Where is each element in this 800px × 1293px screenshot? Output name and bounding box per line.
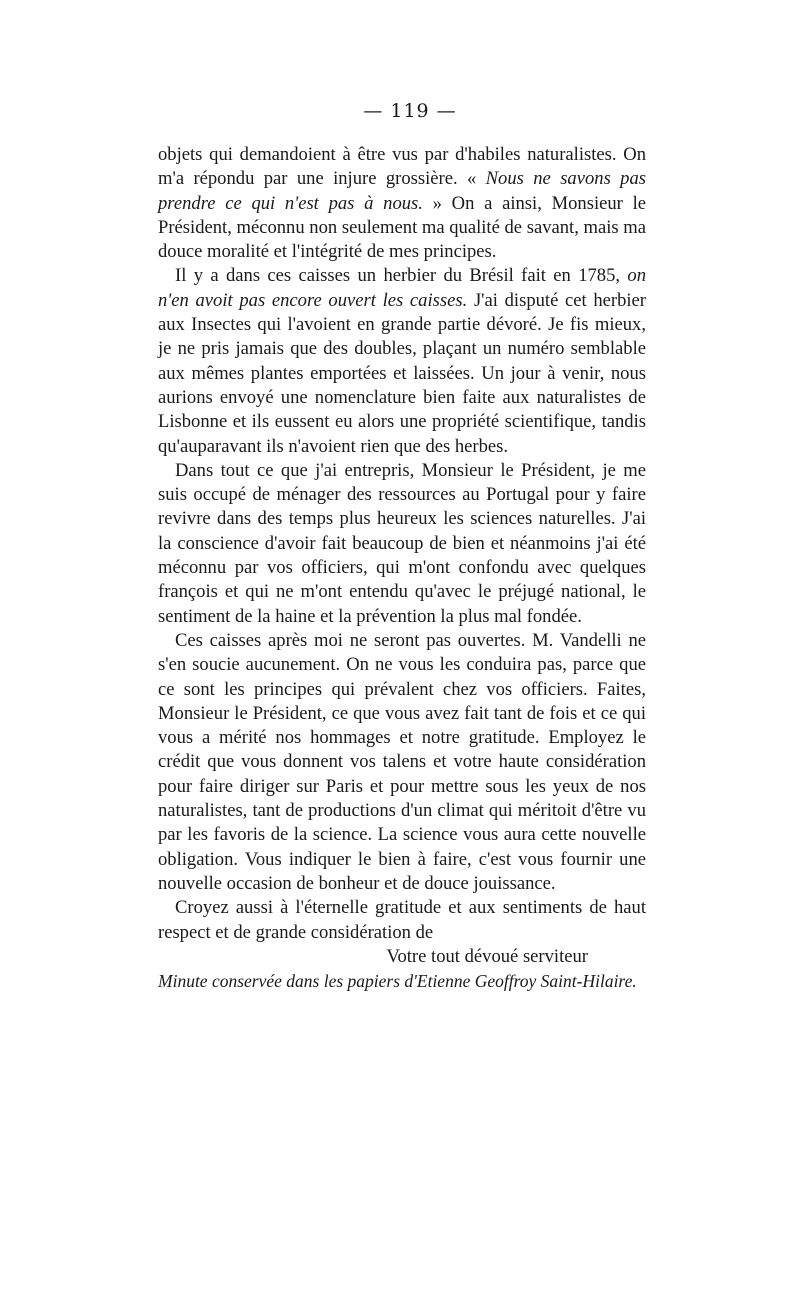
paragraph-2 (158, 264, 646, 458)
letter-body (158, 143, 646, 993)
paragraph-2-emphasis: on n'en avoit pas encore ouvert les caisses. (158, 265, 646, 311)
closing-signature: Votre tout dévoué serviteur (386, 945, 588, 967)
page-number: — 119 — (363, 100, 457, 122)
paragraph-1 (158, 143, 646, 264)
paragraph-1-text-c: » On a ainsi, Monsieur le Président, méconnu non seulement ma qualité de savant, mais ma douce moralité et l'intégrité de mes principes. (158, 192, 646, 263)
paragraph-3: Dans tout ce que j'ai entrepris, Monsieur le Président, je me suis occupé de ménager des ressources au Portugal pour y faire revivre dans des temps plus heureux les sciences naturelles. J'ai la conscience d'avoir fait beaucoup de bien et néanmoins j'ai été méconnu par vos officiers, qui m'ont confondu avec quelques françois et qui ne m'ont entendu qu'avec le préjugé national, le sentiment de la haine et la prévention la plus mal fondée. (158, 459, 646, 627)
source-note: Minute conservée dans les papiers d'Etienne Geoffroy Saint-Hilaire. (158, 971, 637, 992)
paragraph-4: Ces caisses après moi ne seront pas ouvertes. M. Vandelli ne s'en soucie aucunement. On ne vous les conduira pas, parce que ce sont les principes qui prévalent chez vos officiers. Faites, Monsieur le Président, ce que vous avez fait tant de fois et ce qui vous a mérité nos hommages et notre gratitude. Employez le crédit que vous donnent vos talens et votre haute considération pour faire diriger sur Paris et pour mettre sous les yeux de nos naturalistes, tant de productions d'un climat qui méritoit d'être vu par les favoris de la science. La science vous aura cette nouvelle obligation. Vous indiquer le bien à faire, c'est vous fournir une nouvelle occasion de bonheur et de douce jouissance. (158, 629, 646, 894)
paragraph-1-text-a: objets qui demandoient à être vus par d'habiles naturalistes. On m'a répondu par une injure grossière. « (158, 144, 646, 190)
paragraph-5: Croyez aussi à l'éternelle gratitude et aux sentiments de haut respect et de grande considération de (158, 897, 646, 943)
paragraph-2-text-a: Il y a dans ces caisses un herbier du Brésil fait en 1785, (175, 265, 628, 287)
paragraph-2-text-c: J'ai disputé cet herbier aux Insectes qui l'avoient en grande partie dévoré. Je fis mieux, je ne pris jamais que des doubles, plaçant un numéro semblable aux mêmes plantes emportées et laissées. Un jour à venir, nous aurions envoyé une nomenclature bien faite aux naturalistes de Lisbonne et ils eussent eu alors une propriété scientifique, tandis qu'auparavant ils n'avoient rien que des herbes. (158, 289, 646, 457)
paragraph-1-quote: Nous ne savons pas prendre ce qui n'est pas à nous. (158, 168, 647, 214)
